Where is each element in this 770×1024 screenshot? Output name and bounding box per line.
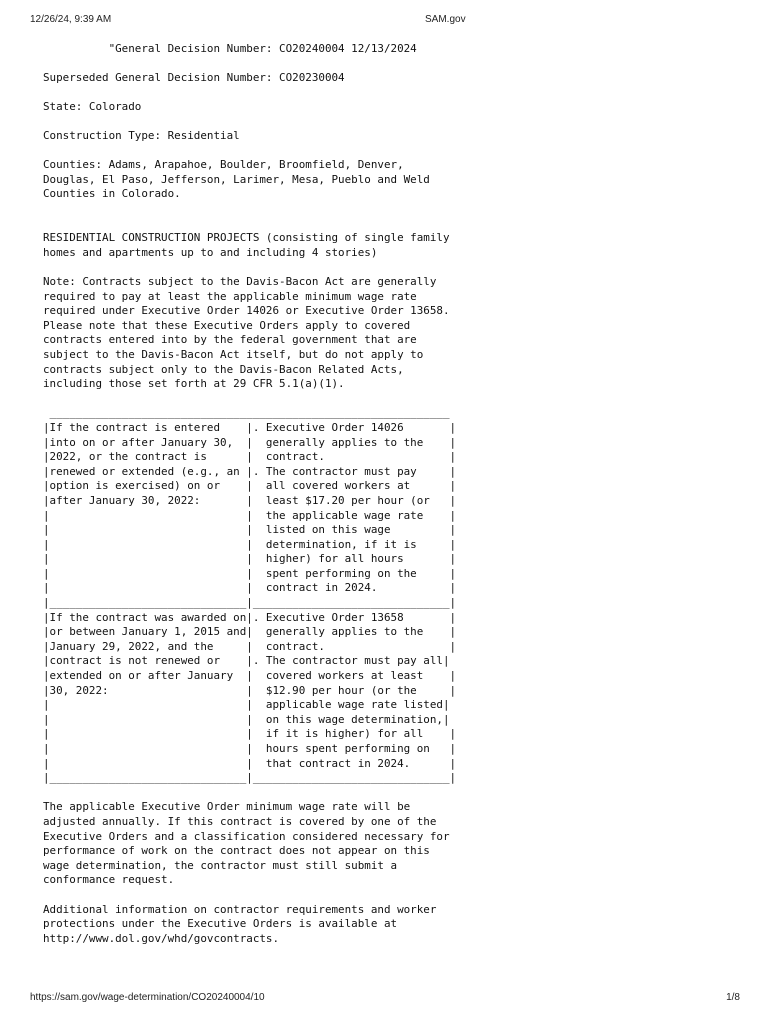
table-row: |If the contract was awarded on|. Executive Order 13658 | <box>43 610 457 624</box>
blank-line <box>43 56 456 71</box>
adjusted-line: adjusted annually. If this contract is covered by one of the <box>43 814 437 828</box>
page-number: 1/8 <box>726 992 740 1003</box>
blank-line <box>43 888 456 903</box>
print-header <box>0 14 770 28</box>
counties-line: Counties in Colorado. <box>43 187 181 201</box>
state: State: Colorado <box>43 99 142 113</box>
table-row: |extended on or after January | covered workers at least | <box>43 669 457 683</box>
wage-determination-text <box>43 42 456 947</box>
table-row: |after January 30, 2022: | least $17.20 per hour (or | <box>43 493 457 507</box>
table-row: | | spent performing on the | <box>43 566 457 580</box>
table-row: |January 29, 2022, and the | contract. | <box>43 639 457 653</box>
blank-line <box>43 392 456 407</box>
blank-line <box>43 144 456 159</box>
adjusted-line: Executive Orders and a classification considered necessary for <box>43 829 450 843</box>
blank-line <box>43 202 456 217</box>
blank-line <box>43 260 456 275</box>
table-row: | | hours spent performing on | <box>43 742 457 755</box>
table-top-border: _____________________________________________________________ <box>43 406 450 420</box>
note-line: including those set forth at 29 CFR 5.1(a)(1). <box>43 377 345 391</box>
table-row: | | if it is higher) for all | <box>43 727 457 741</box>
table-row: | | listed on this wage | <box>43 523 457 537</box>
adjusted-line: conformance request. <box>43 873 175 887</box>
table-row: |If the contract is entered |. Executive Order 14026 | <box>43 420 457 434</box>
table-row: |into on or after January 30, | generally applies to the | <box>43 435 457 449</box>
adjusted-line: wage determination, the contractor must still submit a <box>43 858 398 872</box>
construction-type: Construction Type: Residential <box>43 129 240 143</box>
adjusted-line: The applicable Executive Order minimum wage rate will be <box>43 800 411 814</box>
table-row: |2022, or the contract is | contract. | <box>43 450 457 464</box>
table-row-divider: |______________________________|______________________________| <box>43 596 457 610</box>
table-row: | | on this wage determination,| <box>43 712 450 726</box>
note-line: required under Executive Order 14026 or Executive Order 13658. <box>43 304 450 318</box>
table-row: | | applicable wage rate listed| <box>43 698 450 712</box>
table-row: |or between January 1, 2015 and| generally applies to the | <box>43 625 457 639</box>
blank-line <box>43 114 456 129</box>
table-row: |renewed or extended (e.g., an |. The contractor must pay | <box>43 464 457 478</box>
adjusted-line: performance of work on the contract does not appear on this <box>43 844 430 858</box>
counties-line: Douglas, El Paso, Jefferson, Larimer, Mesa, Pueblo and Weld <box>43 172 430 186</box>
projects-line: homes and apartments up to and including 4 stories) <box>43 245 378 259</box>
superseded-decision-number: Superseded General Decision Number: CO20230004 <box>43 70 345 84</box>
print-site-name: SAM.gov <box>425 14 466 25</box>
table-row: |30, 2022: | $12.90 per hour (or the | <box>43 683 457 697</box>
table-row: | | contract in 2024. | <box>43 581 457 595</box>
note-line: required to pay at least the applicable minimum wage rate <box>43 289 417 303</box>
print-datetime: 12/26/24, 9:39 AM <box>30 14 112 25</box>
counties-line: Counties: Adams, Arapahoe, Boulder, Broomfield, Denver, <box>43 158 404 172</box>
note-line: contracts entered into by the federal government that are <box>43 333 417 347</box>
table-bottom-border: |______________________________|______________________________| <box>43 771 457 785</box>
table-row: | | determination, if it is | <box>43 537 457 551</box>
table-row: |contract is not renewed or |. The contractor must pay all| <box>43 654 450 668</box>
table-row: | | that contract in 2024. | <box>43 756 457 770</box>
print-url: https://sam.gov/wage-determination/CO20240004/10 <box>30 992 265 1003</box>
additional-info-line: protections under the Executive Orders is available at <box>43 917 398 931</box>
projects-line: RESIDENTIAL CONSTRUCTION PROJECTS (consisting of single family <box>43 231 450 245</box>
blank-line <box>43 217 456 232</box>
additional-info-line: Additional information on contractor requirements and worker <box>43 902 437 916</box>
table-row: | | the applicable wage rate | <box>43 508 457 522</box>
blank-line <box>43 786 456 801</box>
note-line: subject to the Davis-Bacon Act itself, but do not apply to <box>43 347 424 361</box>
govcontracts-link[interactable]: http://www.dol.gov/whd/govcontracts. <box>43 931 280 945</box>
blank-line <box>43 85 456 100</box>
general-decision-number: "General Decision Number: CO20240004 12/13/2024 <box>43 41 417 55</box>
table-row: | | higher) for all hours | <box>43 552 457 566</box>
note-line: Note: Contracts subject to the Davis-Bacon Act are generally <box>43 275 437 288</box>
print-footer <box>0 992 770 1006</box>
table-row: |option is exercised) on or | all covered workers at | <box>43 479 457 493</box>
note-line: Please note that these Executive Orders apply to covered <box>43 318 411 332</box>
note-line: contracts subject only to the Davis-Bacon Related Acts, <box>43 362 404 376</box>
